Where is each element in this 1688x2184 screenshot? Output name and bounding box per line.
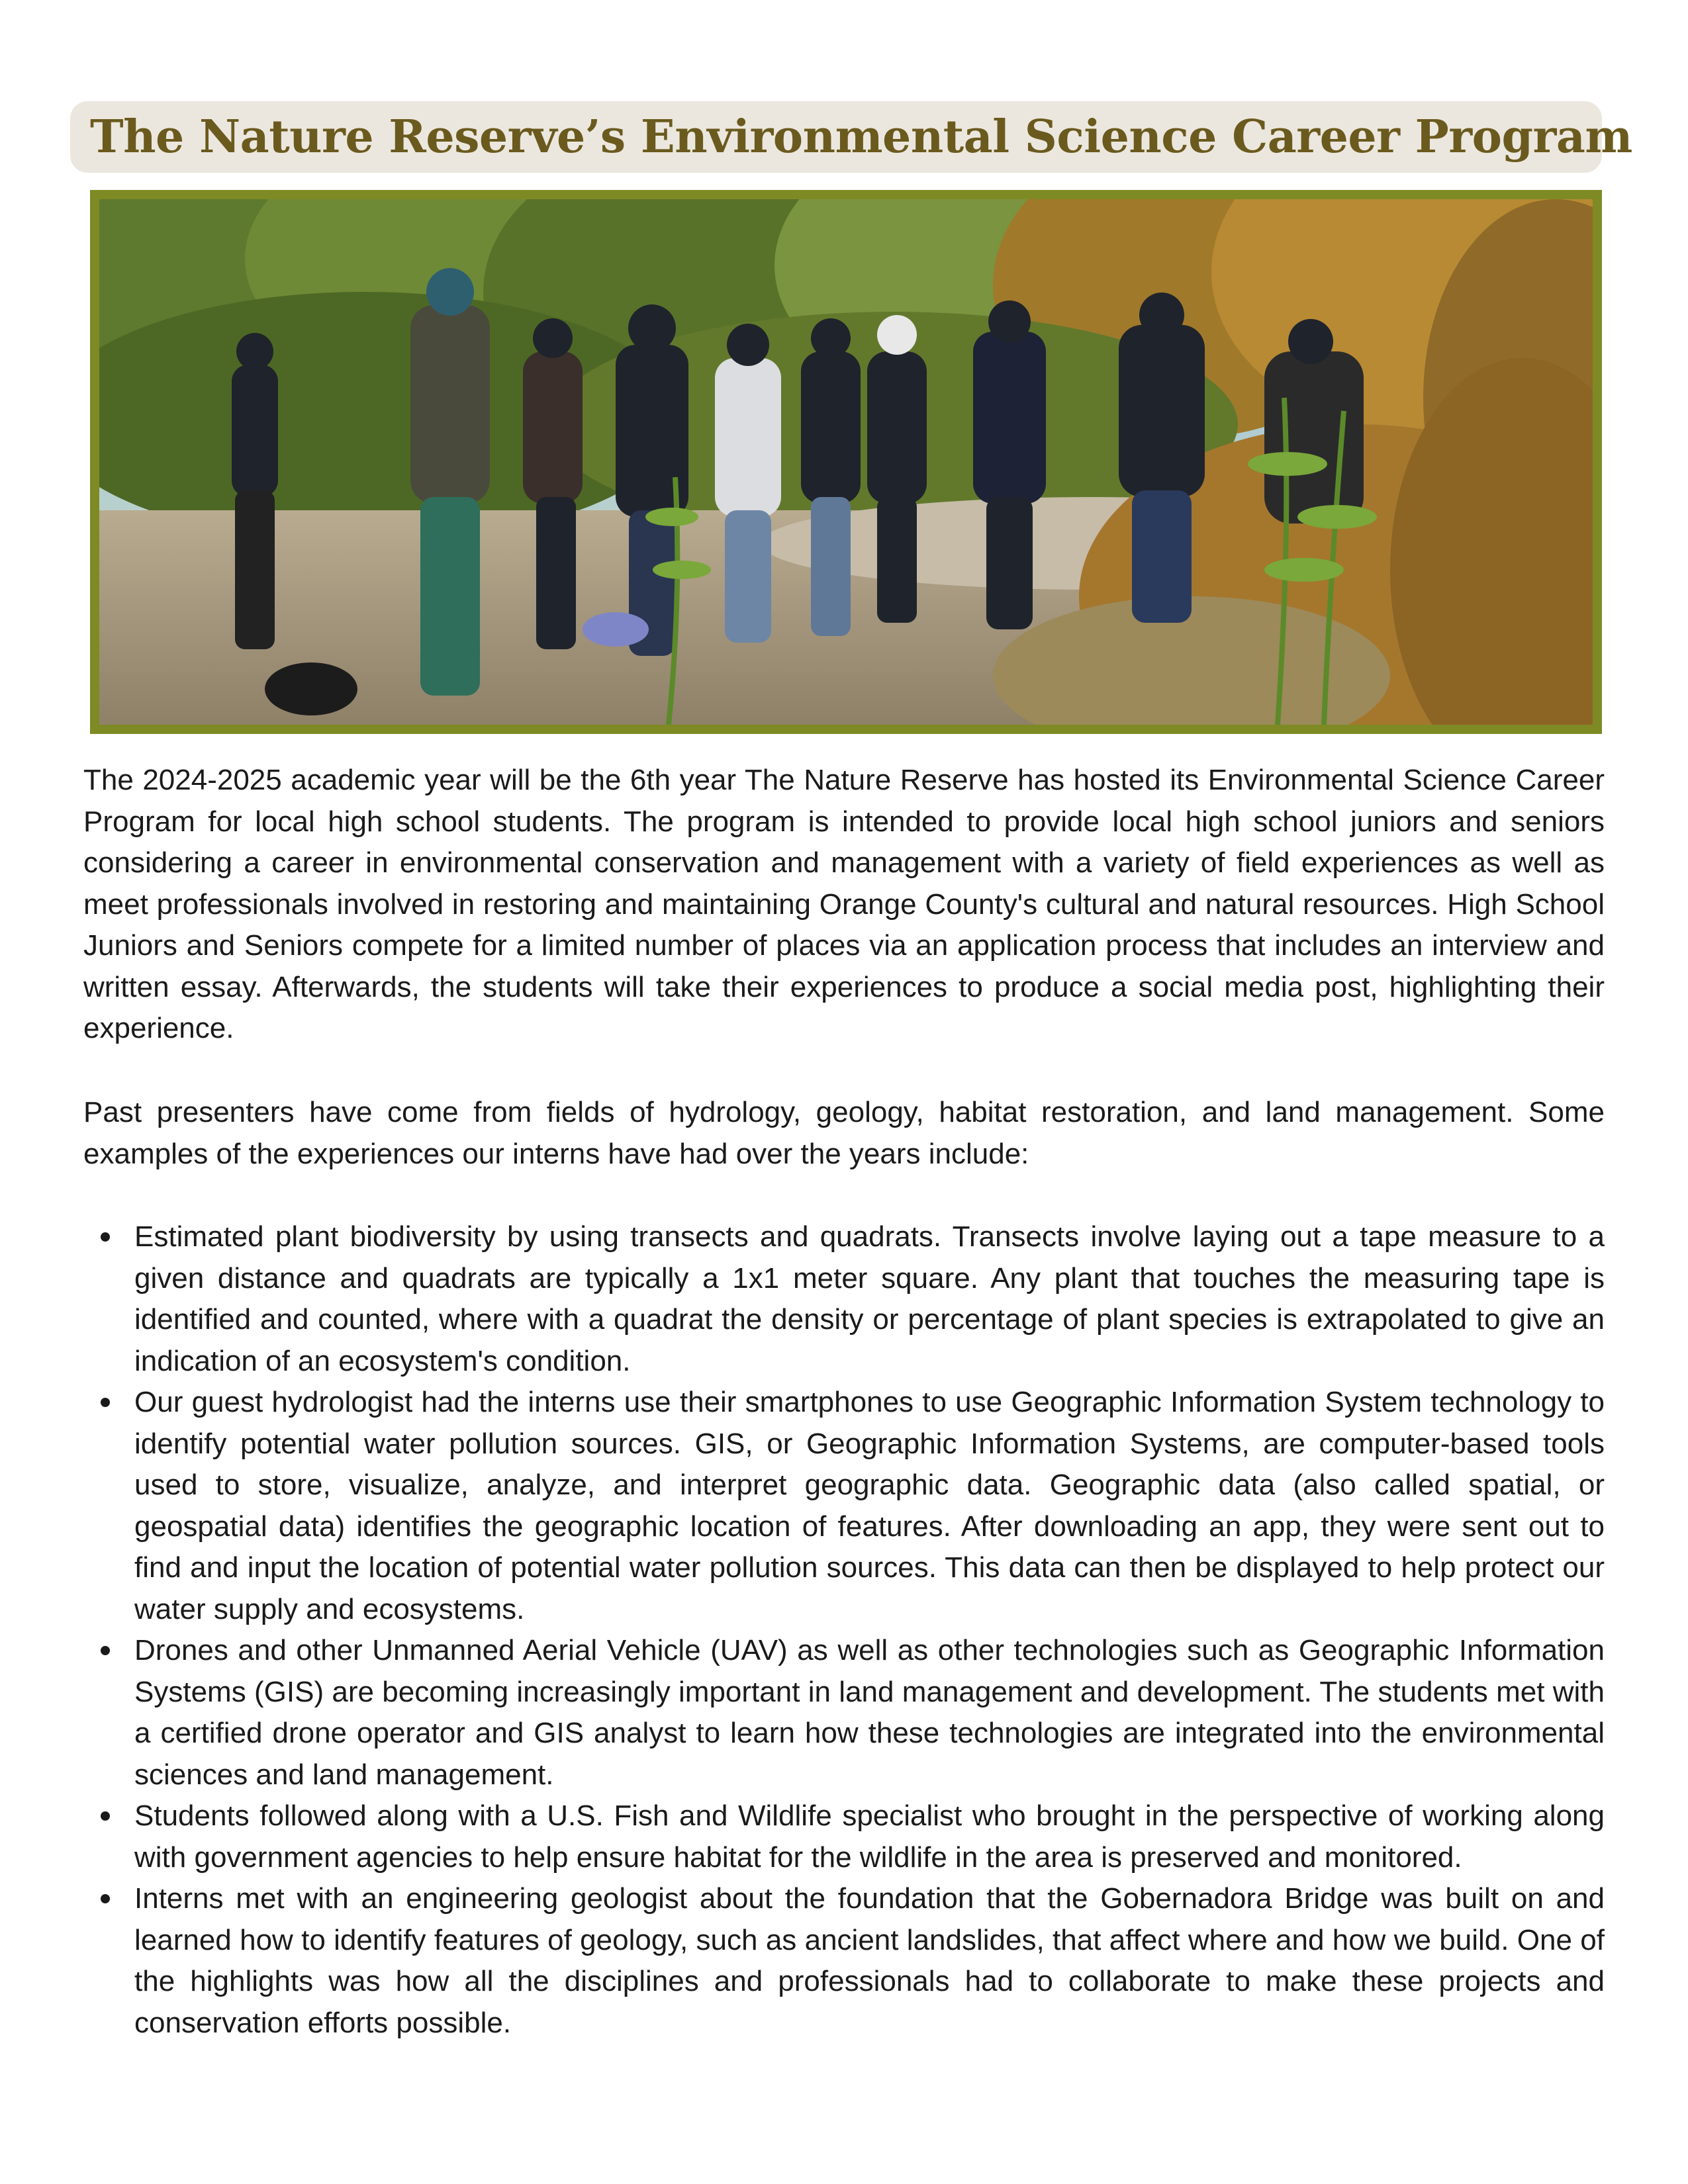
list-item-text: Interns met with an engineering geologist about the foundation that the Gobernadora Bridge was built on and learned how to identify features of geology, such as ancient landslides, that affect where and how we build. One of the highlights was how all the disciplines and professionals had to collaborate to make these projects and conservation efforts possible. <box>134 1882 1605 2039</box>
list-item-text: Estimated plant biodiversity by using transects and quadrats. Transects involve laying out a tape measure to a given distance and quadrats are typically a 1x1 meter square. Any plant that touches the measuring tape is identified and counted, where with a quadrat the density or percentage of plant species is extrapolated to give an indication of an ecosystem's condition. <box>134 1220 1605 1377</box>
presenters-paragraph: Past presenters have come from fields of hydrology, geology, habitat restoration, and land management. Some examples of the experiences our interns have had over the years include: <box>83 1096 1605 1170</box>
group-photo-icon <box>99 199 1593 725</box>
list-item <box>83 1630 1605 1796</box>
list-item <box>83 1796 1605 1878</box>
page-title: The Nature Reserve’s Environmental Science Career Program <box>90 111 1632 163</box>
list-item <box>83 1216 1605 1382</box>
experience-list <box>83 1216 1605 2044</box>
bullet-icon <box>101 1646 110 1655</box>
list-item-text: Students followed along with a U.S. Fish and Wildlife specialist who brought in the perspective of working along with government agencies to help ensure habitat for the wildlife in the area is preserved and monitored. <box>134 1799 1605 1874</box>
list-item <box>83 1878 1605 2044</box>
bullet-icon <box>101 1398 110 1407</box>
list-item-text: Our guest hydrologist had the interns use their smartphones to use Geographic Information System technology to identify potential water pollution sources. GIS, or Geographic Information Systems, are computer-based tools used to store, visualize, analyze, and interpret geographic data. Geographic data (also called spatial, or geospatial data) identifies the geographic location of features. After downloading an app, they were sent out to find and input the location of potential water pollution sources. This data can then be displayed to help protect our water supply and ecosystems. <box>134 1386 1605 1625</box>
title-banner <box>70 101 1632 173</box>
group-photo <box>90 190 1602 734</box>
bullet-icon <box>101 1811 110 1821</box>
list-item <box>83 1382 1605 1630</box>
intro-paragraph: The 2024-2025 academic year will be the 6th year The Nature Reserve has hosted its Environmental Science Career Program for local high school students. The program is intended to provide local high school juniors and seniors considering a career in environmental conservation and management with a variety of field experiences as well as meet professionals involved in restoring and maintaining Orange County's cultural and natural resources. High School Juniors and Seniors compete for a limited number of places via an application process that includes an interview and written essay. Afterwards, the students will take their experiences to produce a social media post, highlighting their experience. <box>83 764 1605 1044</box>
list-item-text: Drones and other Unmanned Aerial Vehicle (UAV) as well as other technologies such as Geographic Information Systems (GIS) are becoming increasingly important in land management and development. The students met with a certified drone operator and GIS analyst to learn how these technologies are integrated into the environmental sciences and land management. <box>134 1634 1605 1791</box>
bullet-icon <box>101 1894 110 1903</box>
bullet-icon <box>101 1232 110 1242</box>
